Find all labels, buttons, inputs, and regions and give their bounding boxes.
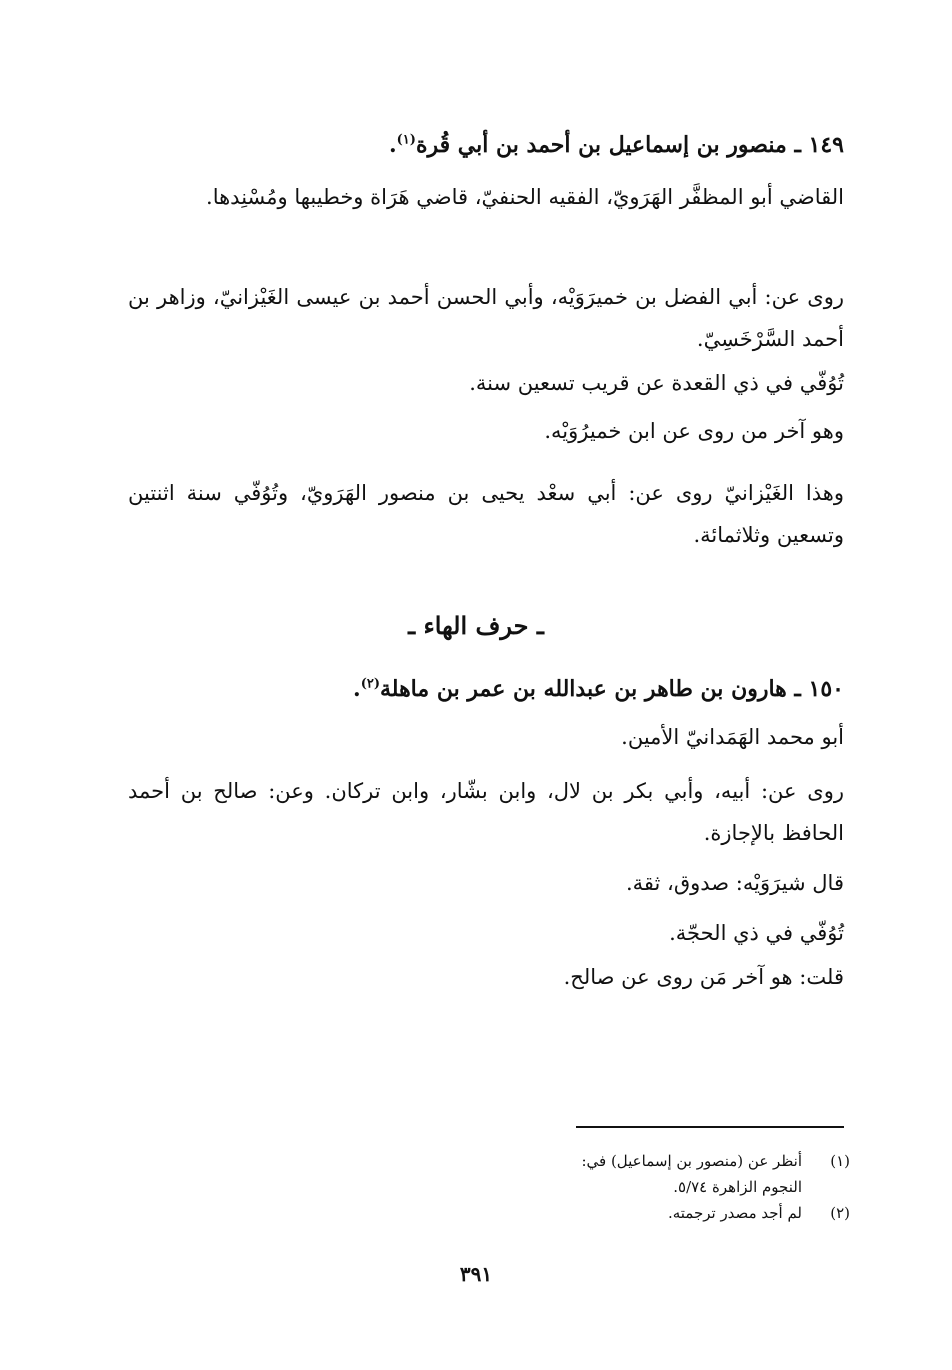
- entry-149-title-text: ١٤٩ ـ منصور بن إسماعيل بن أحمد بن أبي قُرة: [415, 132, 844, 158]
- entry-150-remark-text: قلت: هو آخر مَن روى عن صالح.: [563, 965, 844, 989]
- entry-149-note-text: وهذا الغَيْزانيّ روى عن: أبي سعْد يحيى بن منصور الهَرَويّ، وتُوُفّي سنة اثنتين وتسعين وثلاثمائة.: [128, 481, 844, 547]
- page-number: ٣٩١: [459, 1262, 493, 1286]
- entry-149-last: [128, 410, 844, 452]
- entry-150-death-text: تُوُفّي في ذي الحجّة.: [669, 921, 844, 945]
- footnote-2-text: [430, 1200, 802, 1226]
- entry-150-narrated: [128, 770, 844, 854]
- entry-150-title-end: .: [353, 676, 361, 702]
- entry-149-desc-text: القاضي أبو المظفَّر الهَرَويّ، الفقيه الحنفيّ، قاضي هَرَاة وخطيبها ومُسْنِدها.: [206, 185, 844, 209]
- entry-150-description: [128, 716, 844, 758]
- entry-149-description: [128, 176, 844, 218]
- footnote-1-line-2: النجوم الزاهرة ٥/٧٤.: [673, 1178, 802, 1196]
- footnote-1-text: [430, 1148, 802, 1200]
- entry-149-narrated-text: روى عن: أبي الفضل بن خميرَوَيْه، وأبي الحسن أحمد بن عيسى الغَيْزانيّ، وزاهر بن أحمد السَّرْخَسِيّ.: [128, 285, 844, 351]
- entry-150-said: [128, 862, 844, 904]
- entry-150-narrated-text: روى عن: أبيه، وأبي بكر بن لال، وابن بشّار، وابن تركان. وعن: صالح بن أحمد الحافظ بالإجازة.: [128, 779, 844, 845]
- entry-150-death: [128, 912, 844, 954]
- entry-150-said-text: قال شيرَوَيْه: صدوق، ثقة.: [625, 871, 844, 895]
- entry-149-death-text: تُوُفّي في ذي القعدة عن قريب تسعين سنة.: [469, 371, 844, 395]
- entry-150-title: [128, 668, 844, 710]
- footnote-1-number: (١): [830, 1152, 850, 1170]
- entry-149-title-end: .: [388, 132, 397, 158]
- entry-149-title: [128, 124, 844, 166]
- footnote-marker-2[interactable]: (٢): [360, 676, 380, 692]
- footnote-2-number: (٢): [830, 1204, 850, 1222]
- entry-149-death: [128, 362, 844, 404]
- entry-150-title-text: ١٥٠ ـ هارون بن طاهر بن عبدالله بن عمر بن ماهلة: [380, 676, 844, 702]
- footnote-1: [430, 1148, 850, 1200]
- entry-150-remark: [128, 956, 844, 998]
- entry-150: [128, 668, 844, 710]
- footnotes: [430, 1148, 850, 1226]
- entry-149: [128, 124, 844, 166]
- footnote-marker-1[interactable]: (١): [396, 132, 416, 148]
- entry-150-desc-text: أبو محمد الهَمَدانيّ الأمين.: [621, 725, 844, 749]
- footnote-2: [430, 1200, 850, 1226]
- footnote-divider: [576, 1126, 844, 1128]
- section-heading: ـ حرف الهاء ـ: [408, 611, 544, 640]
- entry-149-narrated: [128, 276, 844, 360]
- footnote-1-line-1: أنظر عن (منصور بن إسماعيل) في:: [581, 1152, 802, 1170]
- footnote-2-line-1: لم أجد مصدر ترجمته.: [667, 1204, 802, 1222]
- entry-149-note: [128, 472, 844, 556]
- entry-149-last-text: وهو آخر من روى عن ابن خميرُوَيْه.: [544, 419, 844, 443]
